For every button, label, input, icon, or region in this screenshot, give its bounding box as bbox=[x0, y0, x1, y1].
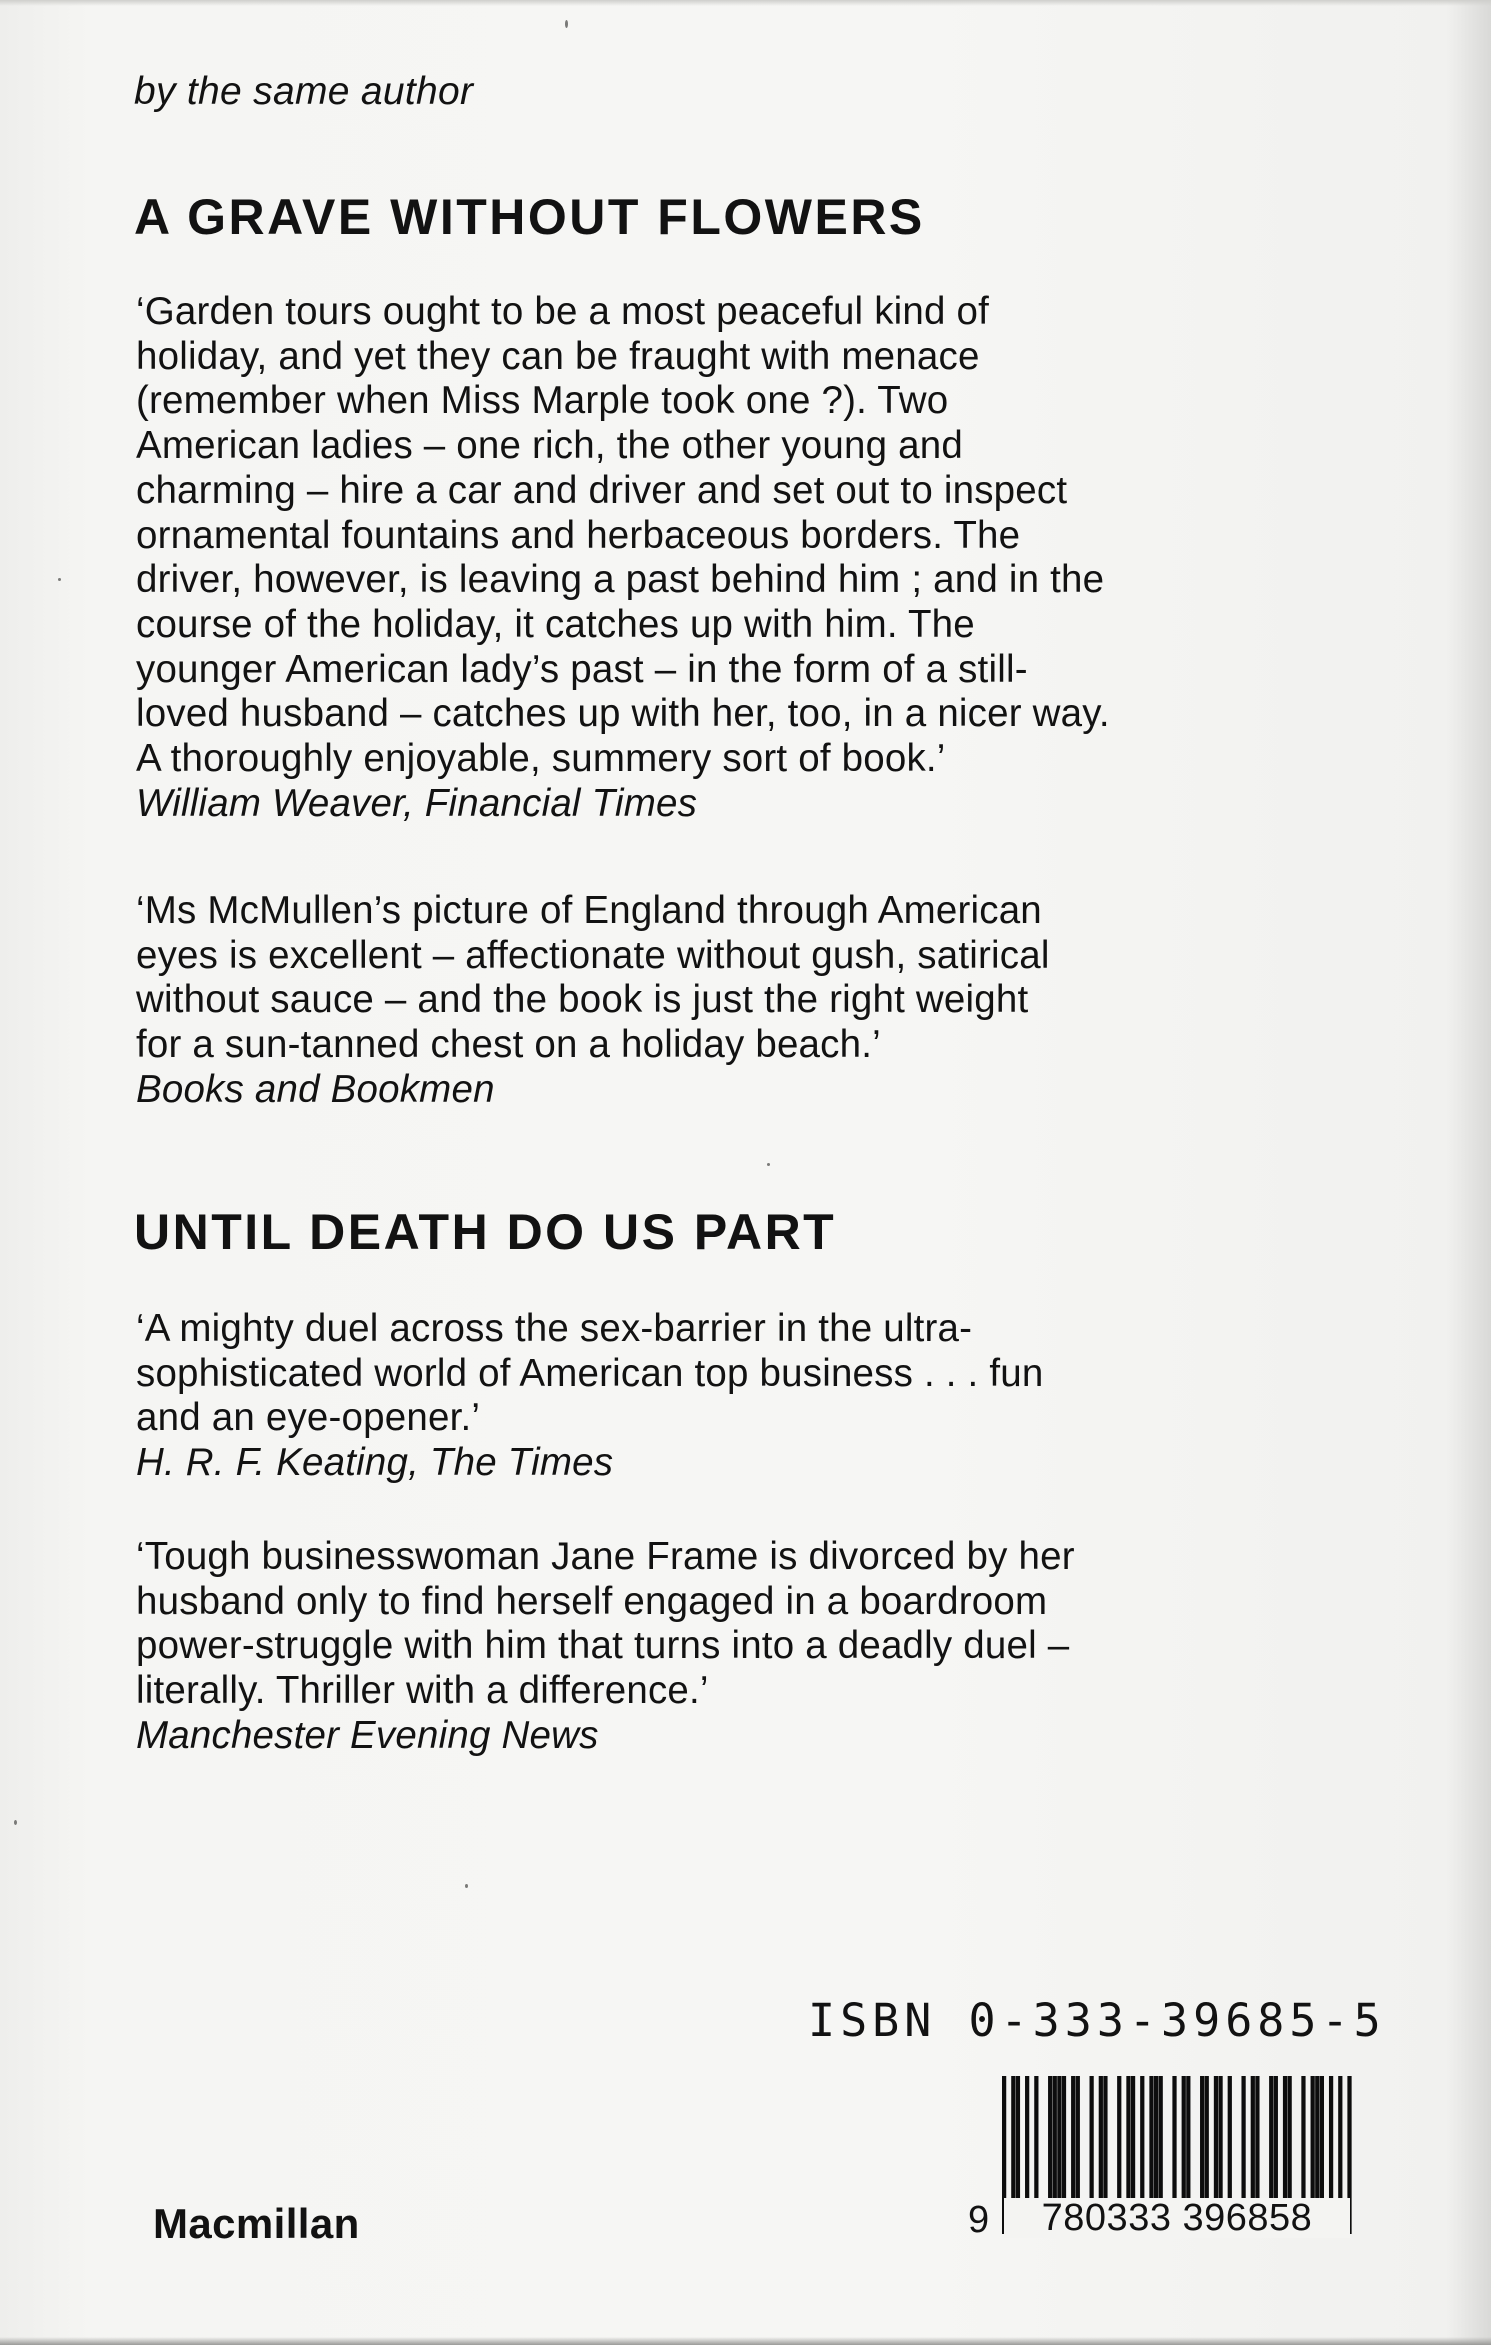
review-line: literally. Thriller with a difference.’ bbox=[136, 1669, 709, 1713]
paper-speck bbox=[767, 1163, 770, 1166]
review-line: charming – hire a car and driver and set out to inspect bbox=[136, 468, 1068, 512]
review-line: ‘Ms McMullen’s picture of England through American bbox=[136, 889, 1042, 932]
review-line: for a sun-tanned chest on a holiday beach.’ bbox=[136, 1023, 881, 1067]
review-manchester-evening-news bbox=[136, 1535, 1396, 1759]
barcode-digits: 780333 396858 bbox=[1004, 2198, 1350, 2238]
review-line: American ladies – one rich, the other young and bbox=[136, 424, 963, 468]
review-weaver bbox=[136, 290, 1396, 826]
review-source: William Weaver, Financial Times bbox=[136, 781, 698, 825]
review-line: and an eye-opener.’ bbox=[136, 1396, 481, 1440]
book-title-grave-without-flowers: A GRAVE WITHOUT FLOWERS bbox=[134, 189, 925, 245]
publisher-name: Macmillan bbox=[153, 2200, 360, 2247]
review-books-and-bookmen bbox=[136, 889, 1396, 1113]
book-title-until-death-do-us-part: UNTIL DEATH DO US PART bbox=[134, 1204, 837, 1260]
review-source: Manchester Evening News bbox=[136, 1713, 599, 1757]
review-source: H. R. F. Keating, The Times bbox=[136, 1441, 614, 1485]
paper-speck bbox=[465, 1884, 468, 1888]
review-line: power-struggle with him that turns into a deadly duel – bbox=[136, 1624, 1070, 1668]
top-edge-shadow bbox=[0, 0, 1491, 6]
review-line: loved husband – catches up with her, too, in a nicer way. bbox=[136, 692, 1110, 736]
paper-speck bbox=[565, 20, 568, 28]
isbn-number: ISBN 0-333-39685-5 bbox=[808, 1994, 1386, 2047]
review-line: course of the holiday, it catches up with him. The bbox=[136, 602, 975, 646]
review-line: sophisticated world of American top business . . . fun bbox=[136, 1351, 1044, 1395]
review-line: husband only to find herself engaged in a boardroom bbox=[136, 1579, 1048, 1623]
review-line: ornamental fountains and herbaceous borders. The bbox=[136, 513, 1021, 557]
by-the-same-author-label: by the same author bbox=[134, 70, 474, 113]
review-line: younger American lady’s past – in the form of a still- bbox=[136, 647, 1028, 691]
review-keating bbox=[136, 1307, 1396, 1486]
review-line: ‘A mighty duel across the sex-barrier in the ultra- bbox=[136, 1307, 973, 1350]
review-line: without sauce – and the book is just the right weight bbox=[136, 978, 1029, 1022]
review-line: ‘Garden tours ought to be a most peaceful kind of bbox=[136, 290, 990, 333]
review-line: eyes is excellent – affectionate without gush, satirical bbox=[136, 933, 1050, 977]
paper-speck bbox=[58, 578, 61, 581]
bottom-edge-shadow bbox=[0, 2337, 1491, 2345]
review-line: ‘Tough businesswoman Jane Frame is divorced by her bbox=[136, 1535, 1075, 1578]
review-source: Books and Bookmen bbox=[136, 1067, 495, 1111]
review-line: A thoroughly enjoyable, summery sort of book.’ bbox=[136, 737, 946, 781]
barcode-lead-digit: 9 bbox=[968, 2199, 990, 2241]
paper-speck bbox=[14, 1820, 17, 1825]
review-line: (remember when Miss Marple took one ?). Two bbox=[136, 379, 949, 423]
review-line: holiday, and yet they can be fraught with menace bbox=[136, 334, 980, 378]
review-line: driver, however, is leaving a past behind him ; and in the bbox=[136, 558, 1105, 602]
